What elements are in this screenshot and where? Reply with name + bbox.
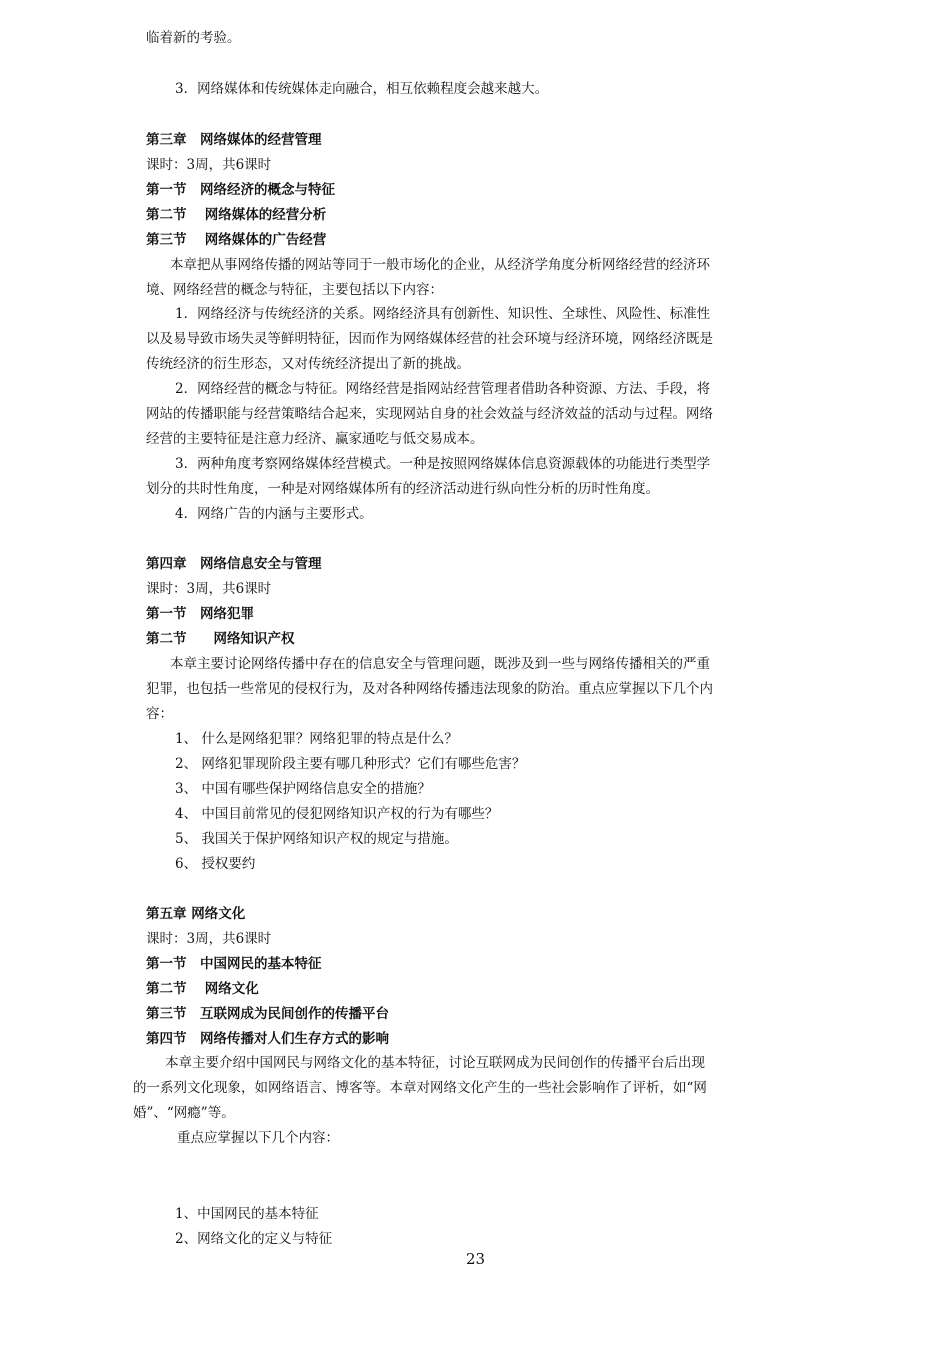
class-hours: 课时：3周，共6课时 [146,581,272,597]
section-heading: 第一节 中国网民的基本特征 [146,956,322,972]
chapter-heading: 第五章 网络文化 [146,906,246,922]
text-line: 本章把从事网络传播的网站等同于一般市场化的企业，从经济学角度分析网络经营的经济环 [170,257,710,273]
text-line: 网站的传播职能与经营策略结合起来，实现网站自身的社会效益与经济效益的活动与过程。网络 [146,406,713,422]
chapter-heading: 第四章 网络信息安全与管理 [146,556,322,572]
text-line: 3．网络媒体和传统媒体走向融合，相互依赖程度会越来越大。 [175,81,549,97]
text-line: 2．网络经营的概念与特征。网络经营是指网站经营管理者借助各种资源、方法、手段，将 [175,381,711,397]
section-heading: 第三节 网络媒体的广告经营 [146,232,327,248]
class-hours: 课时：3周，共6课时 [146,157,272,173]
text-line: 传统经济的衍生形态，又对传统经济提出了新的挑战。 [146,356,470,372]
section-heading: 第二节 网络文化 [146,981,259,997]
text-line: 1．网络经济与传统经济的关系。网络经济具有创新性、知识性、全球性、风险性、标准性 [175,306,711,322]
list-item: 2、网络文化的定义与特征 [175,1231,333,1247]
text-line: 3．两种角度考察网络媒体经营模式。一种是按照网络媒体信息资源载体的功能进行类型学 [175,456,711,472]
section-heading: 第二节 网络媒体的经营分析 [146,207,327,223]
chapter-heading: 第三章 网络媒体的经营管理 [146,132,322,148]
text-line: 以及易导致市场失灵等鲜明特征，因而作为网络媒体经营的社会环境与经济环境，网络经济既是 [146,331,713,347]
list-item: 5、 我国关于保护网络知识产权的规定与措施。 [175,831,458,847]
text-line: 犯罪，也包括一些常见的侵权行为，及对各种网络传播违法现象的防治。重点应掌握以下几个内 [146,681,713,697]
list-item: 6、 授权要约 [175,856,256,872]
text-line: 的一系列文化现象，如网络语言、博客等。本章对网络文化产生的一些社会影响作了评析，如“网 [133,1080,707,1096]
text-line: 本章主要讨论网络传播中存在的信息安全与管理问题，既涉及到一些与网络传播相关的严重 [170,656,710,672]
section-heading: 第四节 网络传播对人们生存方式的影响 [146,1031,389,1047]
text-line: 境、网络经营的概念与特征，主要包括以下内容： [146,282,443,298]
text-line: 容： [146,706,173,722]
section-heading: 第三节 互联网成为民间创作的传播平台 [146,1006,389,1022]
list-item: 1、 什么是网络犯罪？网络犯罪的特点是什么？ [175,731,458,747]
text-line: 本章主要介绍中国网民与网络文化的基本特征，讨论互联网成为民间创作的传播平台后出现 [165,1055,705,1071]
text-line: 经营的主要特征是注意力经济、赢家通吃与低交易成本。 [146,431,484,447]
section-heading: 第二节 网络知识产权 [146,631,295,647]
section-heading: 第一节 网络犯罪 [146,606,254,622]
list-item: 1、中国网民的基本特征 [175,1206,319,1222]
class-hours: 课时：3周，共6课时 [146,931,272,947]
text-line: 婚”、“网瘾”等。 [133,1105,235,1121]
list-item: 4、 中国目前常见的侵犯网络知识产权的行为有哪些？ [175,806,499,822]
text-line: 临着新的考验。 [146,30,241,46]
list-item: 2、 网络犯罪现阶段主要有哪几种形式？它们有哪些危害？ [175,756,526,772]
list-item: 3、 中国有哪些保护网络信息安全的措施？ [175,781,431,797]
section-heading: 第一节 网络经济的概念与特征 [146,182,335,198]
text-line: 4．网络广告的内涵与主要形式。 [175,506,373,522]
text-line: 重点应掌握以下几个内容： [177,1130,339,1146]
text-line: 划分的共时性角度，一种是对网络媒体所有的经济活动进行纵向性分析的历时性角度。 [146,481,659,497]
page-number: 23 [466,1250,486,1268]
